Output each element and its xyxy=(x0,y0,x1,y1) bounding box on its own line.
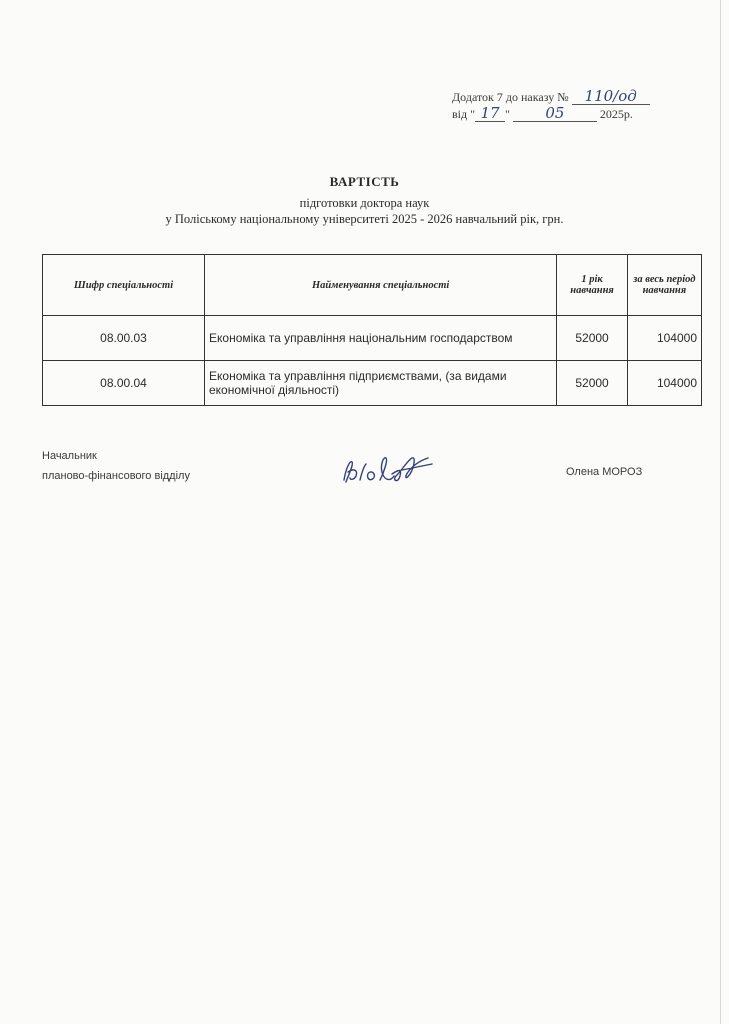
annex-line-date xyxy=(452,105,650,122)
scan-edge-line xyxy=(720,0,721,1024)
cost-table xyxy=(42,254,702,406)
document-title: ВАРТІСТЬ xyxy=(329,174,400,189)
position-line1: Начальник xyxy=(42,450,97,462)
specialty-code-cell: 08.00.03 xyxy=(43,316,205,361)
total-cost-cell: 104000 xyxy=(627,361,701,406)
specialty-code-cell: 08.00.04 xyxy=(43,361,205,406)
table-row xyxy=(43,316,702,361)
year-cost-cell: 52000 xyxy=(557,316,627,361)
specialty-name-cell: Економіка та управління національним господарством xyxy=(205,316,557,361)
day-handwritten: 17 xyxy=(475,105,505,122)
header-specialty-code: Шифр спеціальності xyxy=(43,255,205,316)
handwritten-signature xyxy=(336,450,456,490)
month-handwritten: 05 xyxy=(513,105,597,122)
header-specialty-name: Найменування спеціальності xyxy=(205,255,557,316)
header-first-year: 1 рік навчання xyxy=(557,255,627,316)
annex-reference xyxy=(452,88,650,122)
table-header-row xyxy=(43,255,702,316)
position-line2: планово-фінансового відділу xyxy=(42,470,190,482)
specialty-name-cell: Економіка та управління підприємствами, (за видами економічної діяльності) xyxy=(205,361,557,406)
table-row xyxy=(43,361,702,406)
annex-date-prefix: від " xyxy=(452,107,476,121)
total-cost-cell: 104000 xyxy=(627,316,701,361)
signatory-position xyxy=(42,446,190,486)
annex-quote-close: " xyxy=(505,107,510,121)
header-whole-period: за весь період навчання xyxy=(627,255,701,316)
order-number-handwritten: 110/од xyxy=(572,88,650,105)
annex-prefix: Додаток 7 до наказу № xyxy=(452,90,569,104)
document-subtitle-line2: у Поліському національному університеті 2025 - 2026 навчальний рік, грн. xyxy=(165,212,564,226)
annex-year: 2025р. xyxy=(599,107,633,121)
year-cost-cell: 52000 xyxy=(557,361,627,406)
signatory-name: Олена МОРОЗ xyxy=(566,466,643,478)
document-subtitle-line1: підготовки доктора наук xyxy=(299,196,430,210)
annex-line-order xyxy=(452,88,650,105)
